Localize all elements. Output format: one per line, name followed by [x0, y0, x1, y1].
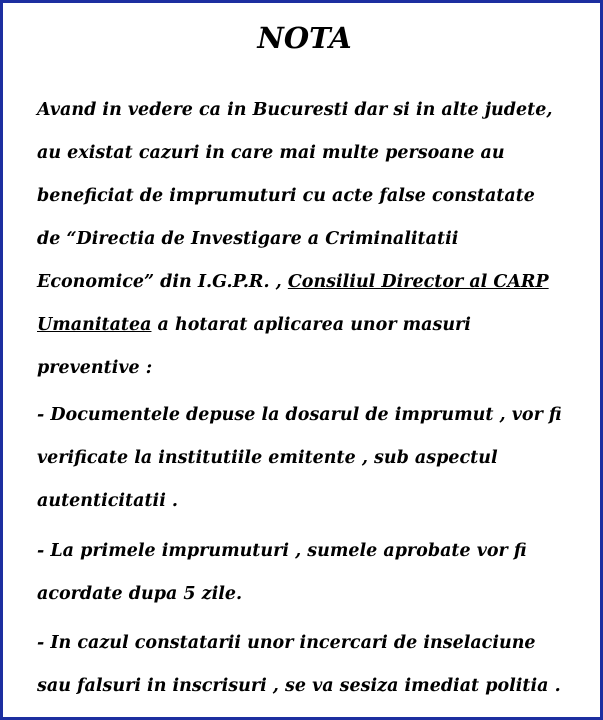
measure-2-line-1: - La primele imprumuturi , sumele aprobate vor fi [37, 541, 527, 561]
underlined-organization-name: Umanitatea [37, 315, 152, 335]
intro-line-3: beneficiat de imprumuturi cu acte false constatate [37, 186, 535, 206]
document-title: NOTA [257, 21, 352, 55]
intro-line-7: preventive : [37, 358, 153, 378]
intro-line-2: au existat cazuri in care mai multe persoane au [37, 143, 505, 163]
measure-item-fraud [37, 622, 561, 708]
measure-item-documents [37, 394, 562, 523]
measure-1-line-2: verificate la institutiile emitente , sub aspectul [37, 448, 498, 468]
measure-1-line-3: autenticitatii . [37, 491, 179, 511]
intro-line-1: Avand in vedere ca in Bucuresti dar si in alte judete, [37, 100, 553, 120]
measure-item-first-loans [37, 530, 527, 616]
measure-3-line-1: - In cazul constatarii unor incercari de inselaciune [37, 633, 536, 653]
measure-1-line-1: - Documentele depuse la dosarul de imprumut , vor fi [37, 405, 562, 425]
intro-line-6 [37, 304, 552, 347]
intro-paragraph [37, 89, 552, 390]
intro-line-6-text: a hotarat aplicarea unor masuri [151, 315, 471, 335]
intro-line-4: de “Directia de Investigare a Criminalitatii [37, 229, 459, 249]
underlined-council-name: Consiliul Director al CARP [287, 272, 549, 292]
measure-2-line-2: acordate dupa 5 zile. [37, 584, 243, 604]
measure-3-line-2: sau falsuri in inscrisuri , se va sesiza imediat politia . [37, 676, 561, 696]
intro-line-5 [37, 261, 552, 304]
intro-line-5-text: Economice” din I.G.P.R. , [37, 272, 288, 292]
